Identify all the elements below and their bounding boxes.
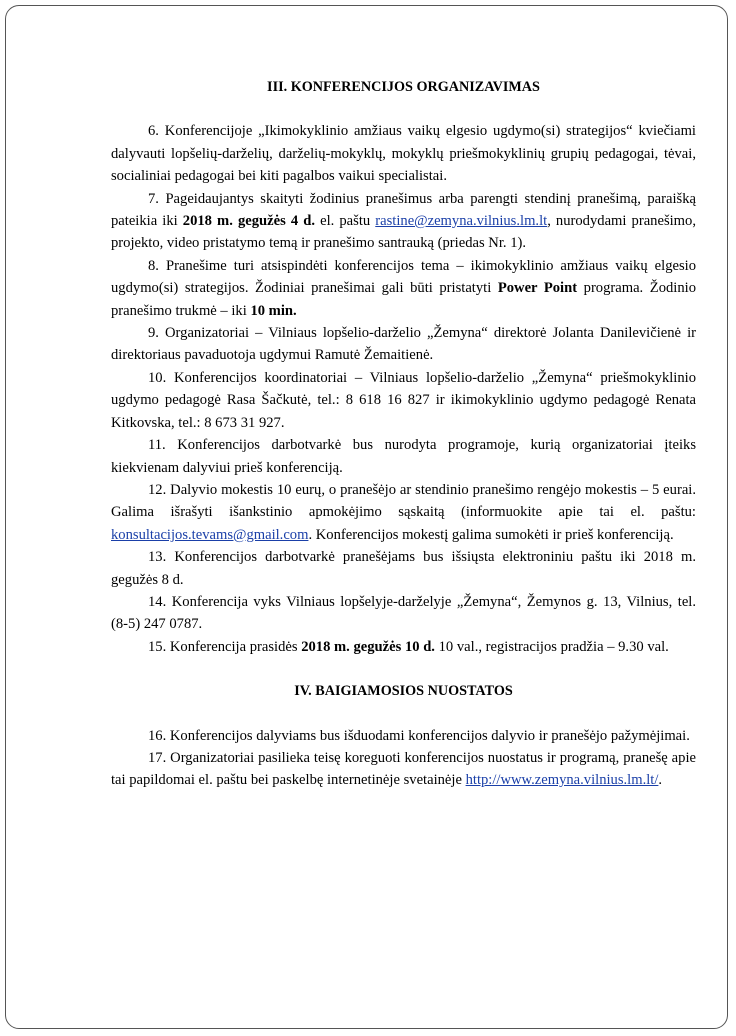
paragraph-15-text-b: 10 val., registracijos pradžia – 9.30 val.: [434, 638, 669, 655]
paragraph-12-text-b: . Konferencijos mokestį galima sumokėti ir prieš konferenciją.: [308, 526, 674, 543]
paragraph-8: [111, 255, 696, 322]
paragraph-11: 11. Konferencijos darbotvarkė bus nurodyta programoje, kurią organizatoriai įteiks kiekvienam dalyviui prieš konferenciją.: [111, 437, 696, 476]
paragraph-7-text-a: 7. Pageidaujantys skaityti žodinius pranešimus arba parengti stendinį pranešimą, paraišką pateikia iki: [111, 190, 696, 230]
email-link-konsultacijos[interactable]: konsultacijos.tevams@gmail.com: [111, 526, 309, 543]
paragraph-17: [111, 747, 696, 792]
section-3-title: III. KONFERENCIJOS ORGANIZAVIMAS: [267, 79, 540, 95]
paragraph-7-date: 2018 m. gegužės 4 d.: [182, 213, 316, 230]
email-link-rastine[interactable]: rastine@zemyna.vilnius.lm.lt: [375, 213, 548, 230]
paragraph-15-date: 2018 m. gegužės 10 d.: [301, 638, 435, 655]
paragraph-17-text-a: 17. Organizatoriai pasilieka teisę koreguoti konferencijos nuostatus ir programą, pranešę apie tai papildomai el. paštu bei paskelbę internetinėje svetainėje: [111, 749, 696, 789]
paragraph-8-text-b: programa. Žodinio pranešimo trukmė – iki: [111, 280, 696, 319]
paragraph-7-text-b: el. paštu: [315, 213, 376, 230]
paragraph-8-text-a: 8. Pranešime turi atsispindėti konferencijos tema – ikimokyklinio amžiaus vaikų elgesio ugdymo(si) strategijos. Žodiniai pranešimai gali būti pristatyti: [111, 257, 696, 297]
paragraph-15-text-a: 15. Konferencija prasidės: [148, 638, 302, 655]
website-link[interactable]: http://www.zemyna.vilnius.lm.lt/: [465, 772, 659, 789]
paragraph-12-text-a: 12. Dalyvio mokestis 10 eurų, o pranešėjo ar stendinio pranešimo rengėjo mokestis – 5 eurai. Galima išrašyti išankstinio apmokėjimo sąskaitą (informuokite apie tai el. paštu:: [111, 481, 696, 521]
paragraph-13: 13. Konferencijos darbotvarkė pranešėjams bus išsiųsta elektroniniu paštu iki 2018 m. gegužės 8 d.: [111, 549, 696, 588]
paragraph-15: [111, 636, 696, 658]
paragraph-14: 14. Konferencija vyks Vilniaus lopšelyje-darželyje „Žemyna“, Žemynos g. 13, Vilnius, tel. (8-5) 247 0787.: [111, 593, 696, 633]
paragraph-6: 6. Konferencijoje „Ikimokyklinio amžiaus vaikų elgesio ugdymo(si) strategijos“ kviečiami dalyvauti lopšelių-darželių, darželių-mokyklų, mokyklų priešmokyklinių grupių pedagogai, tėvai, socialiniai pedagogai bei kiti pagalbos vaikui specialistai.: [111, 123, 696, 185]
paragraph-16: 16. Konferencijos dalyviams bus išduodami konferencijos dalyvio ir pranešėjo pažymėjimai.: [148, 727, 690, 744]
paragraph-8-duration: 10 min.: [250, 302, 297, 319]
paragraph-9: 9. Organizatoriai – Vilniaus lopšelio-darželio „Žemyna“ direktorė Jolanta Danilevičienė ir direktoriaus pavaduotoja ugdymui Ramutė Žemaitienė.: [111, 325, 696, 364]
section-4-title: IV. BAIGIAMOSIOS NUOSTATOS: [294, 683, 513, 700]
paragraph-17-text-b: .: [658, 772, 663, 789]
paragraph-7-text-c: , nurodydami pranešimo, projekto, video pristatymo temą ir pranešimo santrauką (priedas Nr. 1).: [111, 213, 696, 252]
paragraph-7: [111, 188, 696, 255]
paragraph-12: [111, 479, 696, 546]
document-page: [111, 76, 696, 792]
paragraph-10: 10. Konferencijos koordinatoriai – Vilniaus lopšelio-darželio „Žemyna“ priešmokyklinio ugdymo pedagogė Rasa Šačkutė, tel.: 8 618 16 827 ir ikimokyklinio ugdymo pedagogė Renata Kitkovska, tel.: 8 673 31 927.: [111, 369, 696, 431]
paragraph-8-power-point: Power Point: [497, 280, 578, 297]
